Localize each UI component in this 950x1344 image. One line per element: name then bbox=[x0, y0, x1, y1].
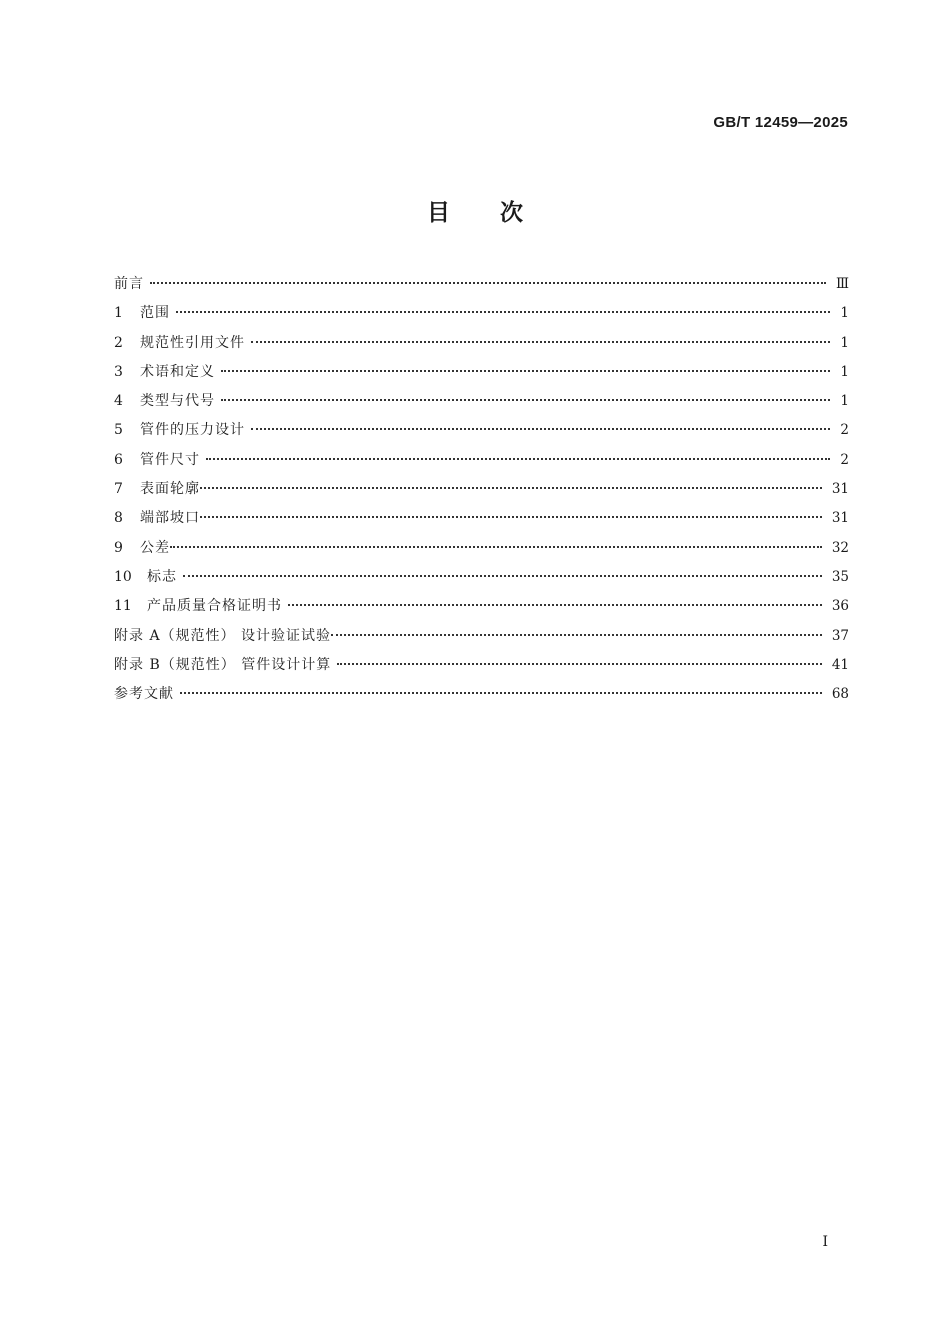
toc-entry-label: 标志 bbox=[147, 568, 177, 585]
toc-entry-types-codes[interactable] bbox=[114, 387, 849, 416]
toc-entry-page: 41 bbox=[831, 656, 849, 673]
toc-entry-page: 1 bbox=[840, 393, 849, 410]
dot-leader bbox=[251, 428, 830, 430]
toc-entry-surface-contour[interactable] bbox=[114, 475, 849, 504]
toc-entry-scope[interactable] bbox=[114, 299, 849, 328]
toc-entry-label: 前言 bbox=[114, 276, 144, 292]
dot-leader bbox=[337, 663, 822, 665]
toc-entry-number: 7 bbox=[114, 481, 123, 498]
toc-entry-number: 10 bbox=[114, 568, 132, 585]
dot-leader bbox=[251, 341, 830, 343]
toc-entry-terms-definitions[interactable] bbox=[114, 358, 849, 387]
standard-number: GB/T 12459—2025 bbox=[713, 114, 848, 131]
toc-entry-label: 参考文献 bbox=[114, 686, 174, 703]
toc-entry-number: 8 bbox=[114, 510, 123, 527]
toc-entry-annex-a[interactable] bbox=[114, 622, 849, 651]
toc-entry-page: 1 bbox=[840, 334, 849, 351]
toc-entry-label: 表面轮廓 bbox=[140, 481, 200, 498]
toc-entry-page: Ⅲ bbox=[835, 276, 849, 292]
toc-entry-label: 附录 B（规范性） 管件设计计算 bbox=[114, 656, 332, 673]
toc-entry-page: 31 bbox=[831, 510, 849, 527]
toc-entry-number: 6 bbox=[114, 451, 123, 468]
toc-entry-page: 68 bbox=[831, 686, 849, 703]
toc-entry-page: 37 bbox=[831, 627, 849, 644]
toc-entry-fitting-dimensions[interactable] bbox=[114, 446, 849, 475]
table-of-contents bbox=[114, 270, 849, 709]
toc-entry-label: 端部坡口 bbox=[140, 510, 200, 527]
toc-entry-page: 1 bbox=[840, 305, 849, 322]
toc-entry-tolerances[interactable] bbox=[114, 534, 849, 563]
toc-entry-number: 4 bbox=[114, 393, 123, 410]
toc-entry-label: 管件的压力设计 bbox=[140, 422, 245, 439]
toc-entry-label: 规范性引用文件 bbox=[140, 334, 245, 351]
dot-leader bbox=[206, 458, 830, 460]
dot-leader bbox=[183, 575, 822, 577]
toc-entry-end-bevel[interactable] bbox=[114, 504, 849, 533]
toc-entry-label: 管件尺寸 bbox=[140, 451, 200, 468]
dot-leader bbox=[200, 487, 822, 489]
toc-entry-number: 2 bbox=[114, 334, 123, 351]
dot-leader bbox=[331, 634, 822, 636]
toc-entry-page: 2 bbox=[840, 451, 849, 468]
toc-entry-marking[interactable] bbox=[114, 563, 849, 592]
toc-entry-quality-certificate[interactable] bbox=[114, 592, 849, 621]
dot-leader bbox=[221, 399, 830, 401]
dot-leader bbox=[200, 516, 822, 518]
toc-entry-number: 3 bbox=[114, 363, 123, 380]
toc-entry-preface[interactable] bbox=[114, 270, 849, 299]
toc-entry-annex-b[interactable] bbox=[114, 651, 849, 680]
dot-leader bbox=[288, 604, 822, 606]
toc-entry-normative-references[interactable] bbox=[114, 329, 849, 358]
toc-entry-number: 1 bbox=[114, 305, 123, 322]
page-title: 目次 bbox=[427, 200, 573, 226]
dot-leader bbox=[150, 282, 826, 284]
toc-entry-label: 术语和定义 bbox=[140, 363, 215, 380]
toc-entry-label: 公差 bbox=[140, 539, 170, 556]
toc-entry-page: 31 bbox=[831, 481, 849, 498]
toc-entry-number: 9 bbox=[114, 539, 123, 556]
dot-leader bbox=[176, 311, 830, 313]
dot-leader bbox=[180, 692, 822, 694]
toc-entry-bibliography[interactable] bbox=[114, 680, 849, 709]
toc-entry-label: 附录 A（规范性） 设计验证试验 bbox=[114, 627, 332, 644]
toc-entry-page: 35 bbox=[831, 568, 849, 585]
toc-entry-page: 1 bbox=[840, 363, 849, 380]
toc-entry-number: 5 bbox=[114, 422, 123, 439]
toc-entry-page: 2 bbox=[840, 422, 849, 439]
toc-entry-label: 产品质量合格证明书 bbox=[147, 598, 282, 615]
toc-entry-page: 32 bbox=[831, 539, 849, 556]
toc-entry-label: 范围 bbox=[140, 305, 170, 322]
toc-entry-number: 11 bbox=[114, 598, 132, 615]
dot-leader bbox=[170, 546, 822, 548]
toc-entry-pressure-design[interactable] bbox=[114, 416, 849, 445]
toc-entry-page: 36 bbox=[831, 598, 849, 615]
toc-entry-label: 类型与代号 bbox=[140, 393, 215, 410]
dot-leader bbox=[221, 370, 830, 372]
page-number: Ⅰ bbox=[822, 1234, 828, 1250]
